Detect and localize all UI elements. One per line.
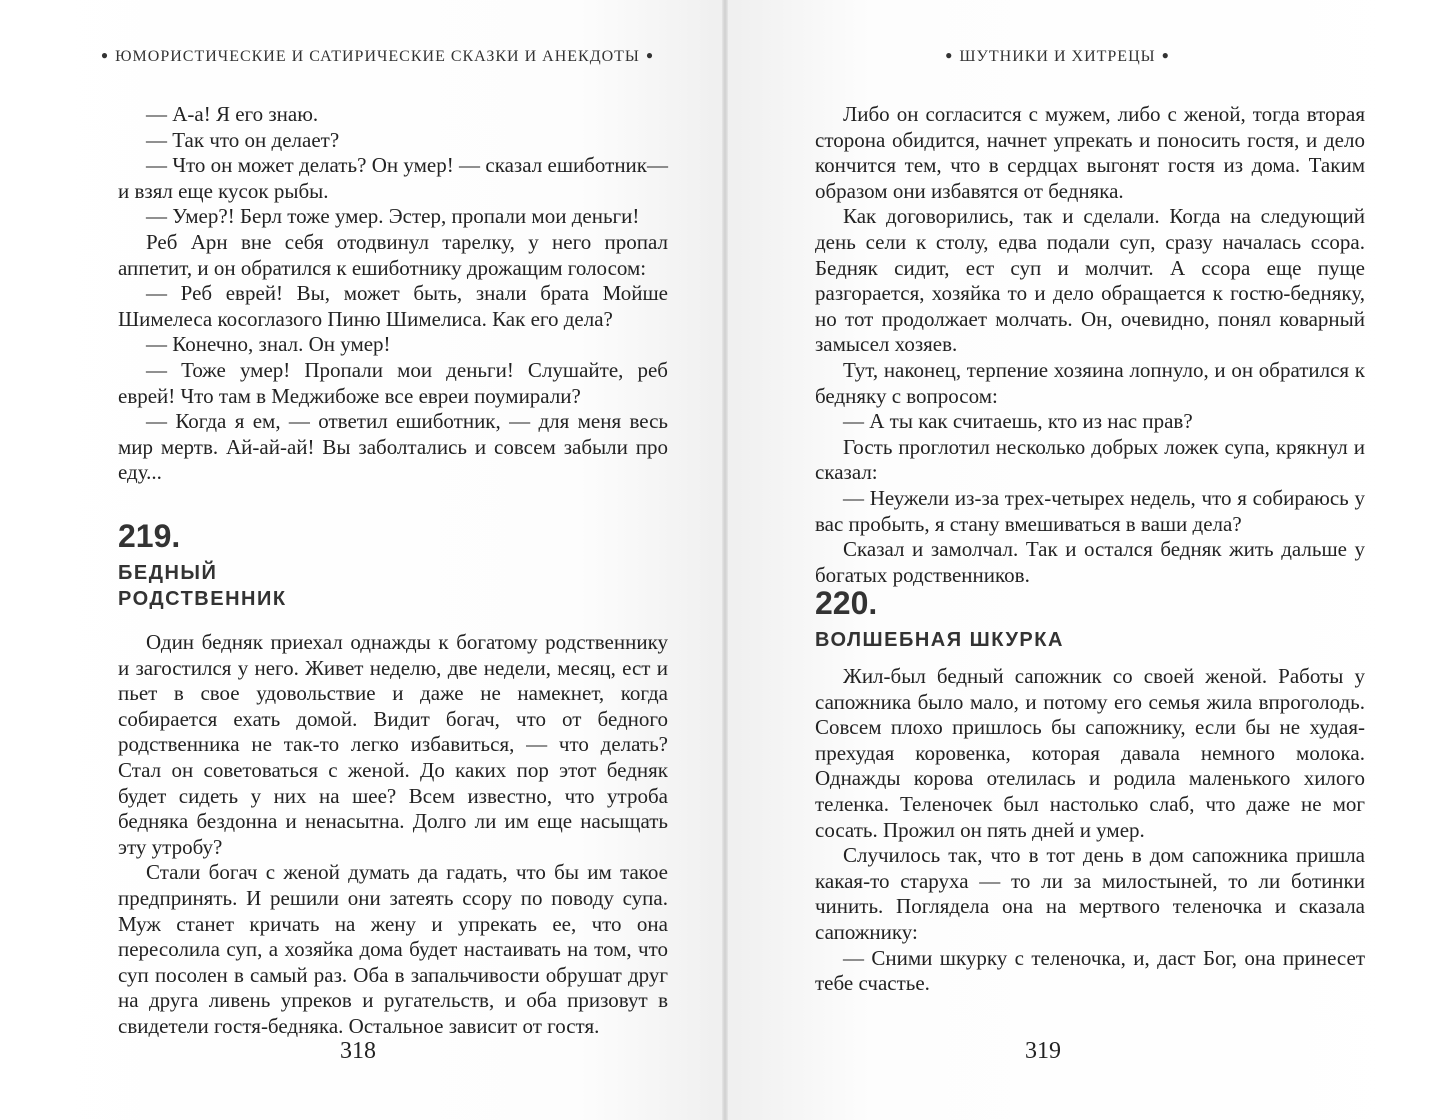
story-number: 219. (118, 518, 181, 554)
paragraph: — Конечно, знал. Он умер! (146, 332, 391, 357)
paragraph: Один бедняк приехал однажды к богатому родственнику и загостился у него. Живет неделю, две недели, месяц, ест и пьет в свое удовольствие и даже не намекнет, когда собирается ехать домой. Видит богач, что от бедного родственника не так-то легко избавиться, — что делать? Стал он советоваться с женой. До каких пор этот бедняк будет сидеть у них на шее? Всем известно, что утроба бедняка бездонна и ненасытна. Долго ли им еще насыщать эту утробу? (118, 630, 668, 859)
story-number: 220. (815, 585, 878, 621)
left-continuation-text (118, 102, 668, 486)
right-page (725, 0, 1450, 1120)
right-continuation-text (815, 102, 1365, 588)
story-219-text (118, 630, 668, 1040)
page-number: 319 (1025, 1038, 1061, 1064)
paragraph: Стали богач с женой думать да гадать, что бы им такое предпринять. И решили они затеять ссору по поводу супа. Муж станет кричать на жену и упрекать ее, что она пересолила суп, а хозяйка дома будет настаивать на том, что суп посолен в самый раз. Оба в запальчивости обрушат друг на друга ливень упреков и ругательств, и оба призовут в свидетели гостя-бедняка. Остальное зависит от гостя. (118, 860, 668, 1038)
paragraph: Гость проглотил несколько добрых ложек супа, крякнул и сказал: (815, 434, 1365, 485)
bullet-icon: ● (1161, 48, 1170, 62)
story-title: ВОЛШЕБНАЯ ШКУРКА (815, 629, 1064, 651)
paragraph: — Что он может делать? Он умер! — сказал ешиботник— и взял еще кусок рыбы. (118, 153, 668, 203)
bullet-icon: ● (945, 48, 954, 62)
paragraph: — Умер?! Берл тоже умер. Эстер, пропали мои деньги! (146, 204, 640, 229)
right-running-head (725, 48, 1450, 66)
paragraph: — Так что он делает? (146, 127, 340, 152)
paragraph: Реб Арн вне себя отодвинул тарелку, у него пропал аппетит, и он обратился к ешиботнику дрожащим голосом: (118, 229, 668, 280)
paragraph: Жил-был бедный сапожник со своей женой. Работы у сапожника было мало, и потому его семья жила впроголодь. Совсем плохо пришлось бы сапожнику, если бы не худая-прехудая коровенка, которая давала немного молока. Однажды корова отелилась и родила маленького хилого теленка. Теленочек был настолько слаб, что даже не мог сосать. Прожил он пять дней и умер. (815, 664, 1365, 842)
story-title: БЕДНЫЙ РОДСТВЕННИК (118, 562, 287, 610)
paragraph: — Сними шкурку с теленочка, и, даст Бог, она принесет тебе счастье. (815, 945, 1365, 996)
paragraph: Сказал и замолчал. Так и остался бедняк жить дальше у богатых родственников. (815, 537, 1365, 587)
paragraph: Случилось так, что в тот день в дом сапожника пришла какая-то старуха — то ли за милостыней, то ли ботинки чинить. Поглядела она на мертвого теленочка и сказала сапожнику: (815, 843, 1365, 944)
page-number: 318 (340, 1038, 376, 1064)
paragraph: — Неужели из-за трех-четырех недель, что я собираюсь у вас пробыть, я стану вмешиваться в ваши дела? (815, 485, 1365, 536)
left-running-head (0, 48, 725, 66)
paragraph: Как договорились, так и сделали. Когда на следующий день сели к столу, едва подали суп, сразу началась ссора. Бедняк сидит, ест суп и молчит. А ссора еще пуще разгорается, хозяйка то и дело обращается к гостю-бедняку, но тот продолжает молчать. Он, очевидно, понял коварный замысел хозяев. (815, 204, 1365, 357)
bullet-icon: ● (100, 48, 110, 62)
right-running-head-text: ШУТНИКИ И ХИТРЕЦЫ (959, 48, 1156, 65)
paragraph: Либо он согласится с мужем, либо с женой, тогда вторая сторона обидится, начнет упрекать и поносить гостя, и дело кончится тем, что в сердцах выгонят гостя из дома. Таким образом они избавятся от бедняка. (815, 102, 1365, 203)
story-220-text (815, 664, 1365, 997)
paragraph: — Реб еврей! Вы, может быть, знали брата Мойше Шимелеса косоглазого Пиню Шимелиса. Как его дела? (118, 281, 668, 331)
paragraph: — А-а! Я его знаю. (146, 102, 319, 126)
left-running-head-text: ЮМОРИСТИЧЕСКИЕ И САТИРИЧЕСКИЕ СКАЗКИ И АНЕКДОТЫ (115, 48, 640, 65)
book-gutter (722, 0, 728, 1120)
bullet-icon: ● (645, 48, 655, 62)
paragraph: Тут, наконец, терпение хозяина лопнуло, и он обратился к бедняку с вопросом: (815, 357, 1365, 408)
paragraph: — А ты как считаешь, кто из нас прав? (843, 409, 1193, 434)
paragraph: — Тоже умер! Пропали мои деньги! Слушайте, реб еврей! Что там в Меджибоже все евреи поумирали? (118, 357, 668, 408)
paragraph: — Когда я ем, — ответил ешиботник, — для меня весь мир мертв. Ай-ай-ай! Вы заболтались и совсем забыли про еду... (118, 409, 668, 485)
